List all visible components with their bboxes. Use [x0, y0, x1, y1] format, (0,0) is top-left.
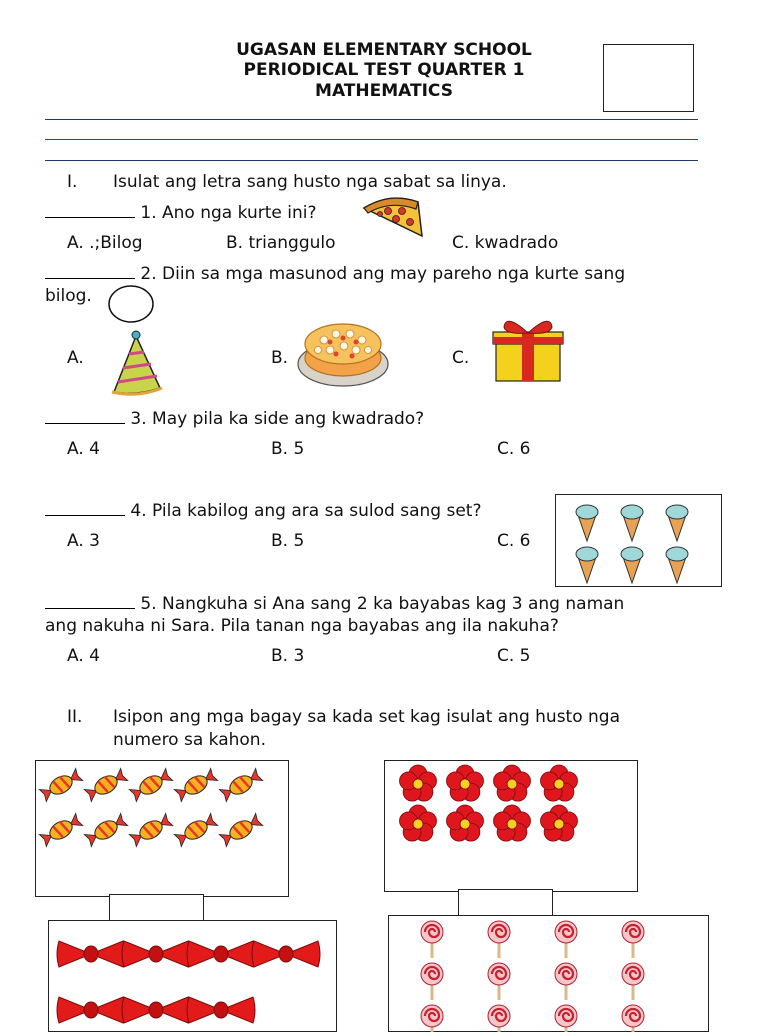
- q3-option-a[interactable]: A. 4: [67, 439, 100, 459]
- q2-option-b[interactable]: B.: [271, 348, 289, 368]
- part2-instruction-line1: Isipon ang mga bagay sa kada set kag isulat ang husto nga: [113, 707, 621, 727]
- flower-icon: [541, 765, 578, 801]
- ice-cream-cone-icon: [666, 547, 688, 583]
- flower-icon: [494, 805, 531, 841]
- lollipop-icon: [555, 963, 577, 1000]
- part2-instruction-line2: numero sa kahon.: [113, 730, 266, 750]
- ice-cream-set: [556, 495, 721, 586]
- answer-blank-3[interactable]: [45, 423, 125, 424]
- ribbon-bow-icon: [252, 941, 320, 967]
- pizza-slice-icon: [360, 194, 426, 240]
- q5-option-b[interactable]: B. 3: [271, 646, 305, 666]
- lollipop-icon: [488, 1005, 510, 1032]
- lollipop-icon: [421, 921, 443, 958]
- divider-bottom: [45, 160, 698, 161]
- ribbon-set-box: [48, 920, 337, 1032]
- ribbon-set: [49, 921, 336, 1031]
- ribbon-bow-icon: [187, 997, 255, 1023]
- candy-icon: [129, 813, 173, 848]
- flower-icon: [494, 765, 531, 801]
- flower-icon: [447, 765, 484, 801]
- flower-icon: [400, 765, 437, 801]
- q4-option-a[interactable]: A. 3: [67, 531, 100, 551]
- candy-icon: [129, 768, 173, 803]
- ice-cream-cone-icon: [621, 547, 643, 583]
- flower-icon: [541, 805, 578, 841]
- question-3: [45, 408, 424, 430]
- candy-icon: [84, 768, 128, 803]
- candy-icon: [174, 813, 218, 848]
- score-box: [603, 44, 694, 112]
- answer-blank-1[interactable]: [45, 217, 135, 218]
- ribbon-bow-icon: [57, 997, 125, 1023]
- question-2-line2: bilog.: [45, 286, 92, 306]
- lollipop-icon: [555, 921, 577, 958]
- divider-top: [45, 119, 698, 120]
- q1-option-b[interactable]: B. trianggulo: [226, 233, 336, 253]
- candy-icon: [174, 768, 218, 803]
- flower-icon: [400, 805, 437, 841]
- question-4: [45, 500, 481, 522]
- lollipop-set-box: [388, 915, 709, 1032]
- candy-set: [36, 761, 288, 896]
- lollipop-icon: [622, 921, 644, 958]
- lollipop-set: [389, 916, 708, 1031]
- flower-icon: [447, 805, 484, 841]
- ribbon-bow-icon: [187, 941, 255, 967]
- gift-box-icon: [492, 313, 564, 383]
- answer-box-flower[interactable]: [458, 889, 553, 917]
- q5-option-a[interactable]: A. 4: [67, 646, 100, 666]
- test-title: PERIODICAL TEST QUARTER 1: [243, 60, 525, 80]
- lollipop-icon: [421, 1005, 443, 1032]
- q3-option-c[interactable]: C. 6: [497, 439, 531, 459]
- q2-option-c[interactable]: C.: [452, 348, 470, 368]
- question-4-text: 4. Pila kabilog ang ara sa sulod sang set?: [130, 501, 482, 521]
- answer-box-candy[interactable]: [109, 894, 204, 922]
- question-5-line2: ang nakuha ni Sara. Pila tanan nga bayabas ang ila nakuha?: [45, 616, 559, 636]
- subject-title: MATHEMATICS: [315, 81, 453, 101]
- divider-middle: [45, 139, 698, 140]
- candy-icon: [219, 813, 263, 848]
- ribbon-bow-icon: [57, 941, 125, 967]
- party-hat-icon: [108, 330, 168, 398]
- answer-blank-2[interactable]: [45, 278, 135, 279]
- ice-cream-cone-icon: [576, 547, 598, 583]
- candy-icon: [39, 768, 83, 803]
- lollipop-icon: [488, 921, 510, 958]
- answer-blank-5[interactable]: [45, 608, 135, 609]
- lollipop-icon: [488, 963, 510, 1000]
- lollipop-icon: [555, 1005, 577, 1032]
- question-2: [45, 263, 625, 285]
- candy-set-box: [35, 760, 289, 897]
- part2-numeral: II.: [67, 707, 83, 727]
- ribbon-bow-icon: [122, 997, 190, 1023]
- q5-option-c[interactable]: C. 5: [497, 646, 531, 666]
- lollipop-icon: [421, 963, 443, 1000]
- question-2-text: 2. Diin sa mga masunod ang may pareho nga kurte sang: [140, 264, 626, 284]
- q1-option-a[interactable]: A. .;Bilog: [67, 233, 143, 253]
- question-5: [45, 593, 624, 615]
- ice-cream-cone-icon: [666, 505, 688, 541]
- ice-cream-cone-icon: [621, 505, 643, 541]
- question-1-text: 1. Ano nga kurte ini?: [140, 203, 317, 223]
- flower-set: [385, 761, 637, 891]
- lollipop-icon: [622, 963, 644, 1000]
- lollipop-icon: [622, 1005, 644, 1032]
- ribbon-bow-icon: [122, 941, 190, 967]
- candy-icon: [84, 813, 128, 848]
- candy-icon: [219, 768, 263, 803]
- part1-instruction: Isulat ang letra sang husto nga sabat sa linya.: [113, 172, 507, 192]
- ice-cream-set-box: [555, 494, 722, 587]
- answer-blank-4[interactable]: [45, 515, 125, 516]
- q2-option-a[interactable]: A.: [67, 348, 84, 368]
- question-3-text: 3. May pila ka side ang kwadrado?: [130, 409, 425, 429]
- circle-shape: [108, 285, 154, 323]
- part1-numeral: I.: [67, 172, 78, 192]
- school-name: UGASAN ELEMENTARY SCHOOL: [236, 40, 532, 60]
- q4-option-b[interactable]: B. 5: [271, 531, 305, 551]
- cake-icon: [296, 314, 390, 390]
- question-1: [45, 202, 316, 224]
- ice-cream-cone-icon: [576, 505, 598, 541]
- flower-set-box: [384, 760, 638, 892]
- candy-icon: [39, 813, 83, 848]
- q3-option-b[interactable]: B. 5: [271, 439, 305, 459]
- q4-option-c[interactable]: C. 6: [497, 531, 531, 551]
- q1-option-c[interactable]: C. kwadrado: [452, 233, 559, 253]
- question-5-text: 5. Nangkuha si Ana sang 2 ka bayabas kag 3 ang naman: [140, 594, 625, 614]
